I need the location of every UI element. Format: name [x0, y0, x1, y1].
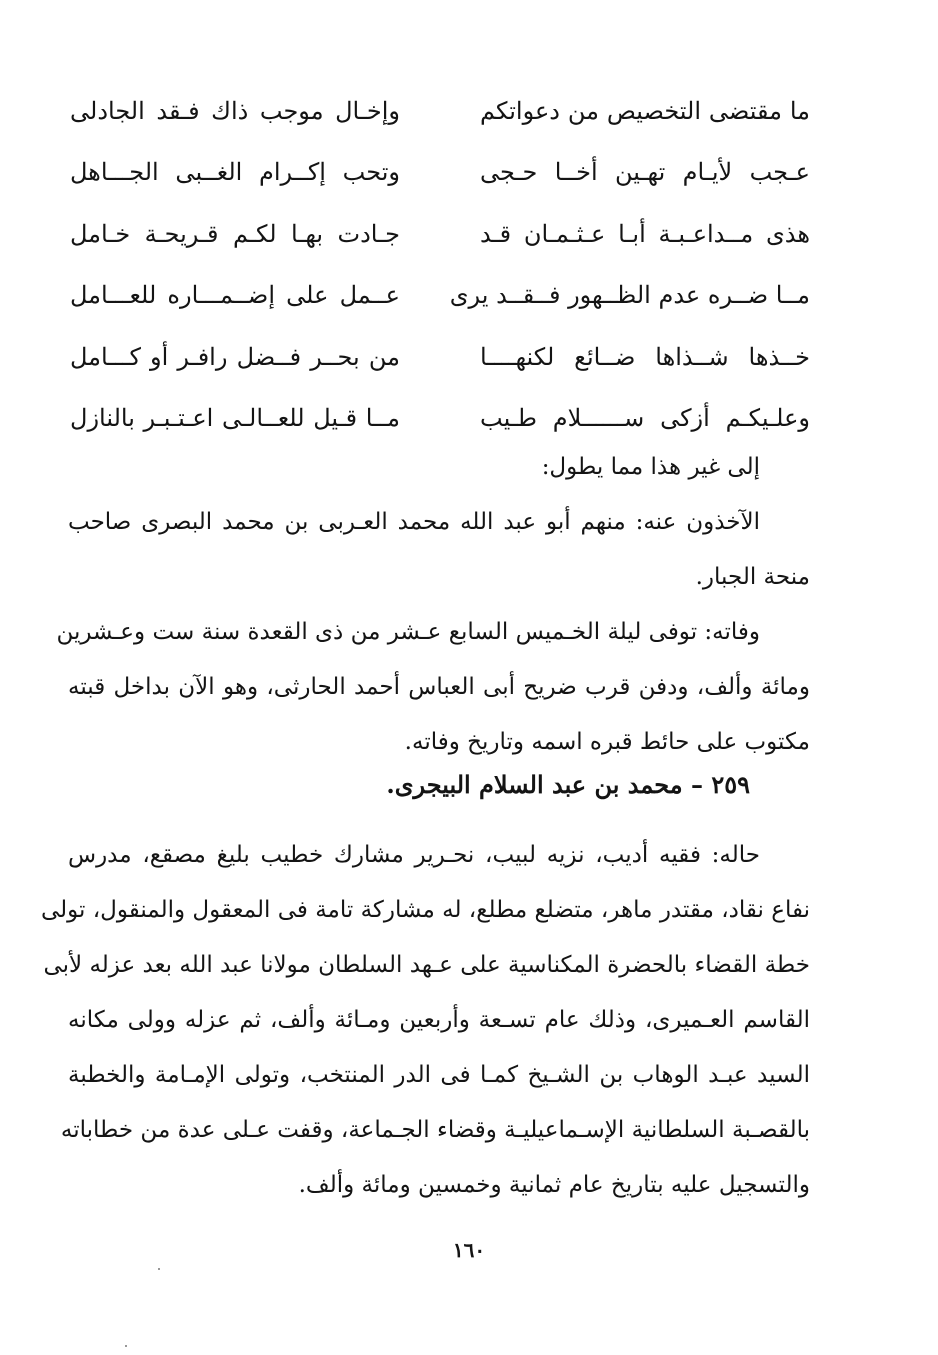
text-line: حاله: فقيه أديب، نزيه لبيب، نحـرير مشارك خطيب بليغ مصقع، مدرس [68, 842, 760, 868]
verse-second-hemistich: من بحــر فــضل رافـر أو كـــامل [70, 342, 400, 371]
death-paragraph [56, 605, 810, 770]
scan-speck [125, 1345, 127, 1347]
text-line: خطة القضاء بالحضرة المكناسية على عـهد السلطان مولانا عبد الله بعد عزله لأبى [43, 952, 810, 978]
page-number: ١٦٠ [452, 1238, 486, 1262]
verse-second-hemistich: جـادت بهـا لكـم قـريحـة خـامل [70, 219, 400, 248]
verse-row [70, 203, 810, 265]
verse-row [70, 142, 810, 204]
text-line: السيد عبـد الوهاب بن الشـيخ كمـا فى الدر المنتخب، وتولى الإمـامة والخطبة [68, 1062, 810, 1088]
entry-heading: ٢٥٩ – محمد بن عبد السلام البيجرى. [386, 770, 750, 799]
text-line: منحة الجبار. [695, 564, 810, 590]
text-line: نفاع نقاد، مقتدر ماهر، متضلع مطلع، له مشاركة تامة فى المعقول والمنقول، تولى [40, 897, 810, 923]
after-verses-line [68, 440, 810, 495]
verse-first-hemistich: وعلـيكـم أزكى ســــــلام طـيب [480, 404, 810, 433]
verse-second-hemistich: مــا قـيل للعــالـى اعـتـبـر بالنازل [70, 404, 400, 433]
verse-second-hemistich: وتحب إكــرام الغــبى الجـــاهل [70, 158, 400, 187]
status-paragraph [40, 828, 810, 1213]
verse-second-hemistich: وإخـال موجب ذاك فـقد الجادلى [70, 96, 400, 125]
text-line: وفاته: توفى ليلة الخـميس السابع عـشر من ذى القعدة سنة ست وعـشرين [56, 619, 760, 645]
text-line: والتسجيل عليه بتاريخ عام ثمانية وخمسين ومائة وألف. [298, 1172, 810, 1198]
verse-row [70, 326, 810, 388]
verse-first-hemistich: هذى مــداعـبـة أبـا عـثـمـان قـد [480, 219, 810, 248]
verse-row [70, 80, 810, 142]
text-line: القاسم العـميرى، وذلك عام تسـعة وأربعين ومـائة وألف، ثم عزله وولى مكانه [68, 1007, 810, 1033]
verse-first-hemistich: ما مقتضى التخصيص من دعواتكم [480, 96, 810, 125]
takers-paragraph [68, 495, 810, 605]
text-line: مكتوب على حائط قبره اسمه وتاريخ وفاته. [404, 729, 810, 755]
text-line: الآخذون عنه: منهم أبو عبد الله محمد العـربى بن محمد البصرى صاحب [68, 509, 760, 535]
verse-first-hemistich: عـجب لأيـام تهـين أخــا حـجى [480, 158, 810, 187]
scan-speck [158, 1268, 160, 1270]
poem-verses [70, 80, 810, 449]
verse-second-hemistich: عــمل على إضــمـــاره للعـــامل [70, 281, 400, 310]
text-line: إلى غير هذا مما يطول: [541, 454, 760, 480]
verse-first-hemistich: مــا ضــره عدم الظــهور فــقــد يرى [449, 281, 810, 310]
text-line: ومائة وألف، ودفن قرب ضريح أبى العباس أحمد الحارثى، وهو الآن بداخل قبته [68, 674, 810, 700]
text-line: بالقصـبة السلطانية الإسـماعيليـة وقضاء الجـماعة، وقفت عـلى عدة من خطاباته [60, 1117, 810, 1143]
verse-first-hemistich: خــذها شــذاها ضــائع لكنهــــا [480, 342, 810, 371]
verse-row [70, 265, 810, 327]
